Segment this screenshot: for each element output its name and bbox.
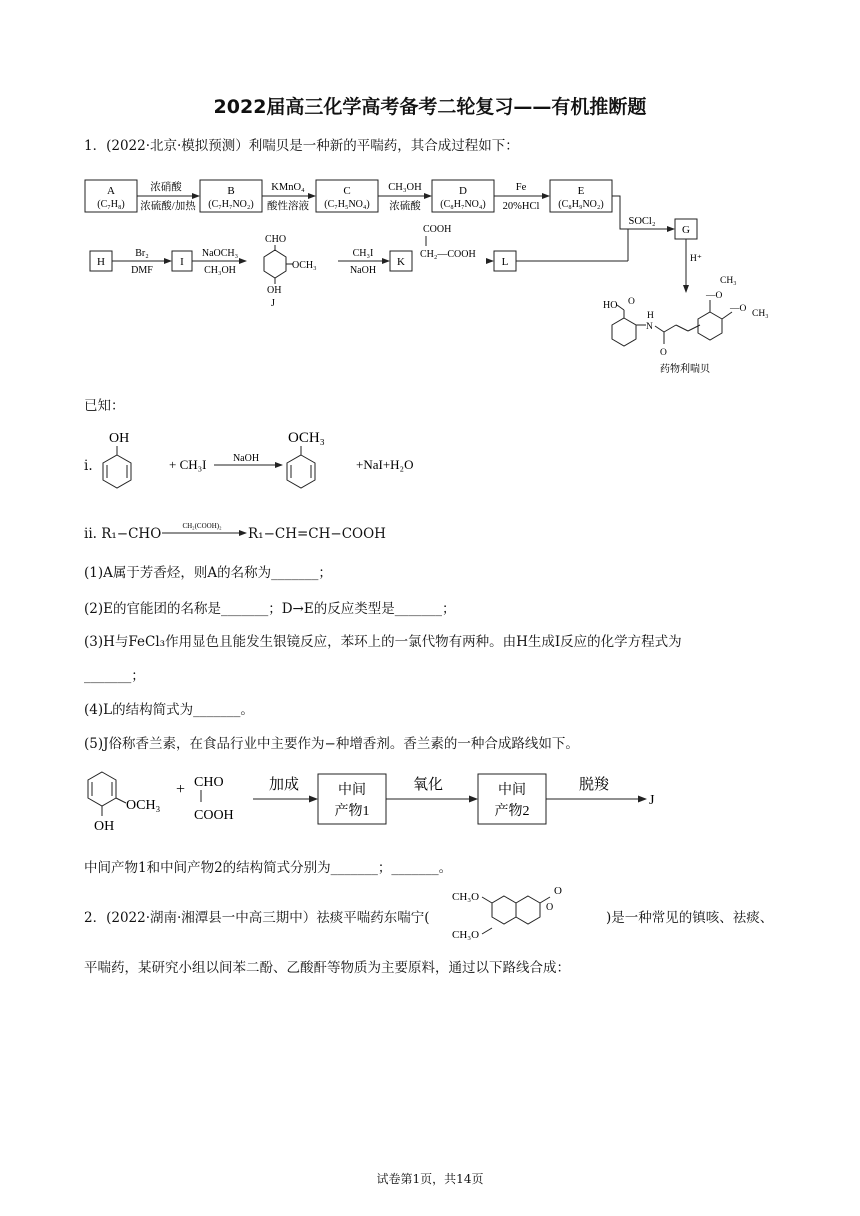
- q1-synthesis-scheme: [80, 166, 780, 381]
- box-G: [675, 219, 697, 239]
- svg-text:O: O: [554, 885, 562, 897]
- structure-J: [264, 234, 317, 309]
- svg-text:OCH₃: OCH₃: [126, 798, 161, 813]
- svg-text:CH₃I: CH₃I: [352, 248, 374, 259]
- question-1: (1)A属于芳香烃，则A的名称为_______；: [84, 565, 332, 581]
- svg-text:A: A: [107, 185, 115, 197]
- box-C: [316, 180, 378, 212]
- box-L: [494, 251, 516, 271]
- svg-text:HO: HO: [603, 300, 618, 311]
- svg-text:中间: 中间: [498, 783, 526, 798]
- svg-text:CH₃: CH₃: [752, 309, 769, 319]
- known-ii-arrow: [160, 518, 260, 542]
- svg-text:DMF: DMF: [131, 265, 153, 276]
- question-5: (5)J俗称香兰素，在食品行业中主要作为−种增香剂。香兰素的一种合成路线如下。: [84, 736, 579, 752]
- svg-text:浓硫酸: 浓硫酸: [389, 201, 421, 212]
- reagent-hno3: 浓硝酸: [150, 182, 182, 193]
- svg-text:CH₃OH: CH₃OH: [388, 182, 422, 193]
- svg-text:J: J: [271, 298, 275, 309]
- svg-text:COOH: COOH: [423, 224, 452, 235]
- box-K: [390, 251, 412, 271]
- question-4: (4)L的结构简式为_______。: [84, 702, 254, 718]
- svg-text:+: +: [176, 781, 186, 798]
- svg-text:CH₃: CH₃: [720, 276, 737, 286]
- svg-text:酸性溶液: 酸性溶液: [267, 201, 309, 212]
- q2-intro-suffix: )是一种常见的镇咳、祛痰、: [606, 910, 774, 926]
- svg-text:氧化: 氧化: [412, 777, 444, 793]
- svg-text:OH: OH: [267, 285, 282, 296]
- svg-text:OCH₃: OCH₃: [292, 260, 317, 271]
- svg-text:—O: —O: [706, 291, 723, 301]
- box-E: [550, 180, 612, 212]
- svg-text:Fe: Fe: [515, 182, 527, 193]
- q2-intro-prefix: 2．(2022·湖南·湘潭县一中高三期中）祛痰平喘药东喘宁(: [84, 910, 430, 926]
- q2-intro-line2: 平喘药，某研究小组以间苯二酚、乙酸酐等物质为主要原料，通过以下路线合成：: [84, 960, 570, 976]
- question-3: (3)H与FeCl₃作用显色且能发生银镜反应，苯环上的一氯代物有两种。由H生成I反应的化学方程式为: [84, 634, 682, 650]
- page-title: 2022届高三化学高考备考二轮复习——有机推断题: [213, 96, 647, 118]
- svg-text:Br₂: Br₂: [135, 248, 149, 259]
- svg-text:OH: OH: [109, 431, 130, 446]
- svg-text:+NaI+H₂O: +NaI+H₂O: [356, 457, 414, 472]
- vanillin-route: [80, 762, 680, 844]
- box-H: [90, 251, 112, 271]
- svg-text:(C₇H₇NO₂): (C₇H₇NO₂): [208, 199, 254, 210]
- known-reaction-i: [96, 428, 446, 500]
- known-i-label: i.: [84, 458, 93, 474]
- svg-text:N: N: [646, 322, 653, 332]
- svg-text:(C₈H₇NO₄): (C₈H₇NO₄): [440, 199, 486, 210]
- svg-text:NaOH: NaOH: [349, 265, 377, 276]
- svg-text:H: H: [647, 311, 654, 321]
- svg-text:C: C: [343, 185, 351, 197]
- svg-text:加成: 加成: [268, 777, 300, 793]
- svg-text:OCH₃: OCH₃: [288, 430, 325, 446]
- svg-text:CH₃OH: CH₃OH: [204, 265, 236, 276]
- known-label: 已知：: [84, 398, 125, 414]
- svg-text:O: O: [628, 297, 635, 307]
- box-D: [432, 180, 494, 212]
- svg-text:CH₃O: CH₃O: [452, 891, 480, 903]
- svg-text:(C₇H₈): (C₇H₈): [97, 199, 125, 210]
- question-3-blank: _______；: [84, 668, 145, 684]
- svg-text:O: O: [546, 902, 554, 913]
- q1-intro: 1．(2022·北京·模拟预测）利喘贝是一种新的平喘药，其合成过程如下：: [84, 138, 519, 154]
- box-I: [172, 251, 192, 271]
- known-ii-right: R₁−CH=CH−COOH: [248, 526, 386, 542]
- svg-text:20%HCl: 20%HCl: [502, 201, 540, 212]
- question-5-answer: 中间产物1和中间产物2的结构简式分别为_______；_______。: [84, 860, 453, 876]
- svg-text:+ CH₃I: + CH₃I: [169, 457, 207, 472]
- svg-text:G: G: [682, 224, 690, 236]
- drug-name: 药物利喘贝: [660, 364, 710, 375]
- svg-text:NaOCH₃: NaOCH₃: [201, 248, 239, 259]
- svg-text:CH₂—COOH: CH₂—COOH: [420, 249, 476, 260]
- svg-text:D: D: [459, 185, 467, 197]
- svg-text:(C₈H₉NO₂): (C₈H₉NO₂): [558, 199, 604, 210]
- page-footer: 试卷第1页，共14页: [376, 1172, 484, 1186]
- svg-text:KMnO₄: KMnO₄: [271, 182, 305, 193]
- svg-text:COOH: COOH: [194, 808, 234, 823]
- question-2: (2)E的官能团的名称是_______；D→E的反应类型是_______；: [84, 601, 456, 617]
- svg-text:I: I: [180, 256, 184, 268]
- svg-text:L: L: [501, 256, 509, 268]
- svg-text:CH₂(COOH)₂: CH₂(COOH)₂: [182, 522, 222, 530]
- svg-text:CH₃O: CH₃O: [452, 929, 480, 941]
- svg-text:CHO: CHO: [265, 234, 287, 245]
- svg-text:NaOH: NaOH: [232, 453, 260, 464]
- svg-text:J: J: [649, 793, 655, 808]
- svg-text:O: O: [660, 348, 667, 358]
- svg-text:K: K: [397, 256, 405, 268]
- svg-text:H⁺: H⁺: [690, 254, 702, 264]
- svg-text:产物1: 产物1: [334, 804, 370, 819]
- svg-text:产物2: 产物2: [494, 804, 530, 819]
- svg-text:H: H: [97, 256, 105, 268]
- svg-text:CHO: CHO: [194, 775, 224, 790]
- svg-text:E: E: [577, 185, 585, 197]
- svg-text:脱羧: 脱羧: [578, 777, 610, 793]
- svg-text:中间: 中间: [338, 783, 366, 798]
- svg-text:SOCl₂: SOCl₂: [628, 216, 656, 227]
- known-ii-left: ii. R₁−CHO: [84, 526, 162, 542]
- reagent-h2so4-heat: 浓硫酸/加热: [140, 201, 196, 212]
- structure-scoparone: [448, 880, 608, 950]
- structure-malonic-acid: [420, 224, 476, 260]
- svg-text:(C₇H₅NO₄): (C₇H₅NO₄): [324, 199, 370, 210]
- svg-text:OH: OH: [94, 819, 115, 834]
- box-B: [200, 180, 262, 212]
- box-A: [85, 180, 137, 212]
- svg-text:—O: —O: [730, 304, 747, 314]
- svg-text:B: B: [227, 185, 235, 197]
